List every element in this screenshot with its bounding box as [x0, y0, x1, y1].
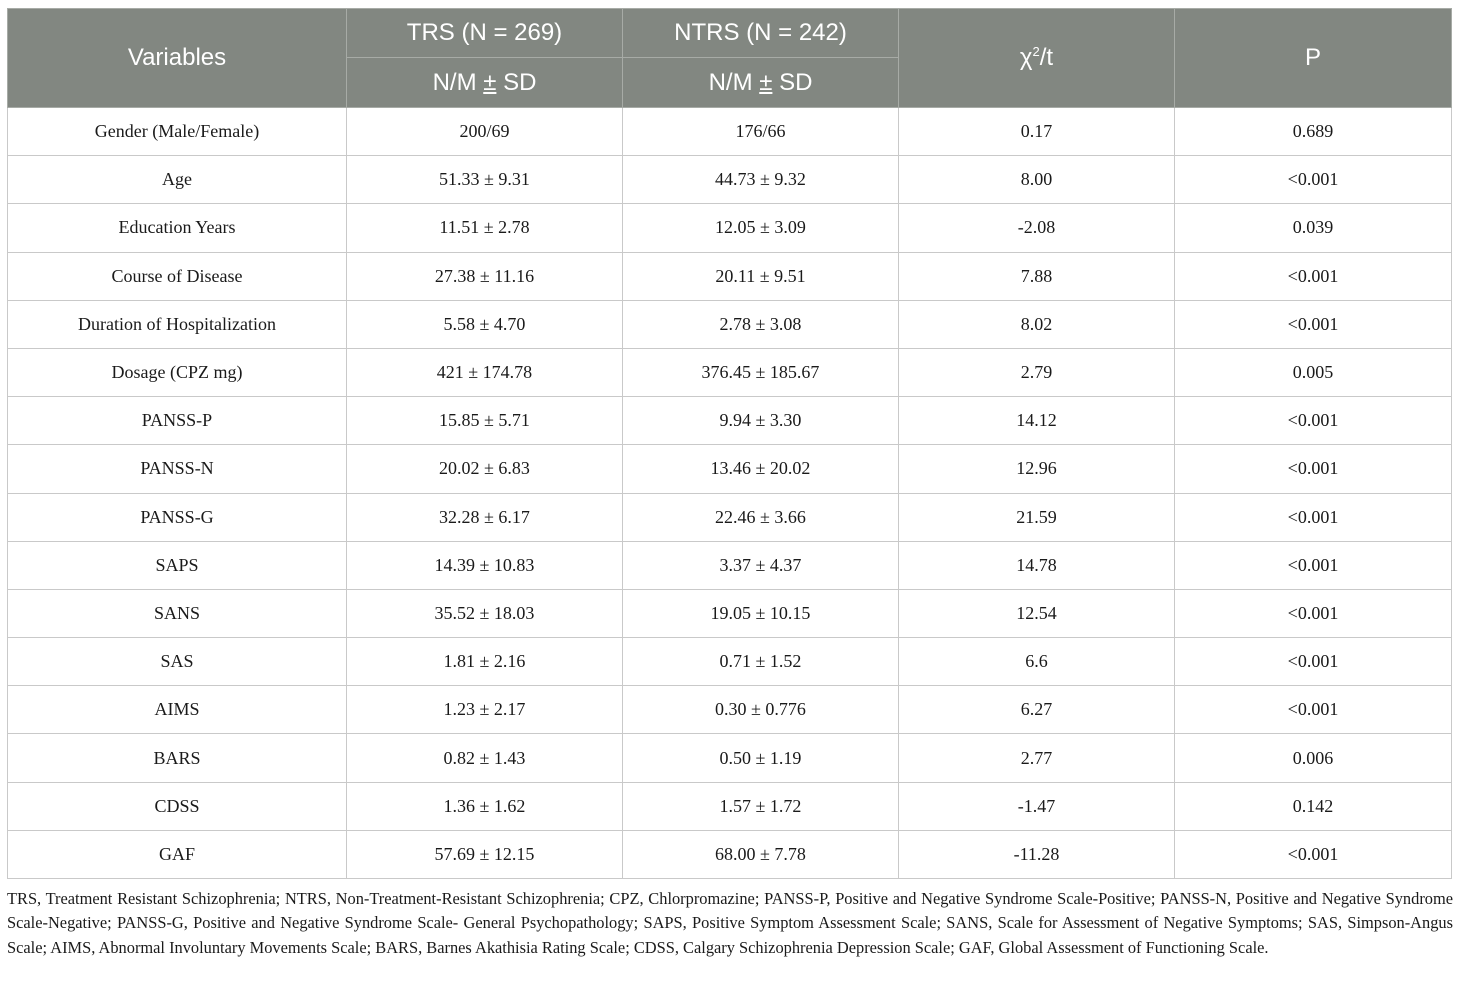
- cell-variable: Course of Disease: [8, 252, 347, 300]
- cell-variable: GAF: [8, 830, 347, 878]
- cell-ntrs: 68.00 ± 7.78: [623, 830, 899, 878]
- cell-statistic: 12.54: [899, 589, 1175, 637]
- comparison-table: [7, 8, 1452, 879]
- cell-ntrs: 3.37 ± 4.37: [623, 541, 899, 589]
- cell-variable: Dosage (CPZ mg): [8, 348, 347, 396]
- cell-trs: 1.36 ± 1.62: [347, 782, 623, 830]
- sub-prefix: N/M: [708, 68, 760, 96]
- plus-minus-symbol: ±: [759, 68, 773, 96]
- cell-trs: 15.85 ± 5.71: [347, 397, 623, 445]
- cell-statistic: 2.79: [899, 348, 1175, 396]
- header-ntrs-sub: [623, 58, 899, 108]
- cell-p-value: <0.001: [1175, 493, 1452, 541]
- table-row: [8, 541, 1452, 589]
- cell-variable: CDSS: [8, 782, 347, 830]
- cell-trs: 14.39 ± 10.83: [347, 541, 623, 589]
- cell-statistic: 21.59: [899, 493, 1175, 541]
- cell-p-value: <0.001: [1175, 300, 1452, 348]
- cell-trs: 421 ± 174.78: [347, 348, 623, 396]
- cell-statistic: -1.47: [899, 782, 1175, 830]
- cell-statistic: 12.96: [899, 445, 1175, 493]
- header-variables: Variables: [8, 9, 347, 108]
- header-row-1: [8, 9, 1452, 58]
- cell-statistic: 7.88: [899, 252, 1175, 300]
- cell-ntrs: 20.11 ± 9.51: [623, 252, 899, 300]
- cell-trs: 5.58 ± 4.70: [347, 300, 623, 348]
- cell-trs: 35.52 ± 18.03: [347, 589, 623, 637]
- cell-ntrs: 376.45 ± 185.67: [623, 348, 899, 396]
- cell-statistic: 6.27: [899, 686, 1175, 734]
- header-trs-sub: [347, 58, 623, 108]
- table-row: [8, 252, 1452, 300]
- cell-statistic: 2.77: [899, 734, 1175, 782]
- cell-variable: PANSS-P: [8, 397, 347, 445]
- cell-statistic: 8.00: [899, 156, 1175, 204]
- cell-variable: SAS: [8, 638, 347, 686]
- cell-p-value: <0.001: [1175, 830, 1452, 878]
- table-row: [8, 734, 1452, 782]
- cell-ntrs: 0.30 ± 0.776: [623, 686, 899, 734]
- cell-ntrs: 13.46 ± 20.02: [623, 445, 899, 493]
- header-p: P: [1175, 9, 1452, 108]
- table-row: [8, 638, 1452, 686]
- cell-trs: 1.23 ± 2.17: [347, 686, 623, 734]
- cell-ntrs: 44.73 ± 9.32: [623, 156, 899, 204]
- table-container: [7, 8, 1451, 879]
- cell-statistic: 8.02: [899, 300, 1175, 348]
- cell-p-value: <0.001: [1175, 397, 1452, 445]
- table-row: [8, 300, 1452, 348]
- cell-ntrs: 0.50 ± 1.19: [623, 734, 899, 782]
- cell-variable: SAPS: [8, 541, 347, 589]
- table-header: [8, 9, 1452, 108]
- cell-statistic: 14.12: [899, 397, 1175, 445]
- cell-p-value: <0.001: [1175, 252, 1452, 300]
- cell-trs: 51.33 ± 9.31: [347, 156, 623, 204]
- cell-variable: BARS: [8, 734, 347, 782]
- cell-ntrs: 176/66: [623, 108, 899, 156]
- table-footnote: TRS, Treatment Resistant Schizophrenia; NTRS, Non-Treatment-Resistant Schizophrenia; CPZ, Chlorpromazine; PANSS-P, Positive and Negative Syndrome Scale-Positive; PANSS-N, Positive and Negative Syndrome Scale-Negative; PANSS-G, Positive and Negative Syndrome Scale- General Psychopathology; SAPS, Positive Symptom Assessment Scale; SANS, Scale for Assessment of Negative Symptoms; SAS, Simpson-Angus Scale; AIMS, Abnormal Involuntary Movements Scale; BARS, Barnes Akathisia Rating Scale; CDSS, Calgary Schizophrenia Depression Scale; GAF, Global Assessment of Functioning Scale.: [7, 889, 1453, 957]
- cell-ntrs: 0.71 ± 1.52: [623, 638, 899, 686]
- cell-p-value: <0.001: [1175, 156, 1452, 204]
- cell-variable: AIMS: [8, 686, 347, 734]
- cell-ntrs: 9.94 ± 3.30: [623, 397, 899, 445]
- cell-trs: 11.51 ± 2.78: [347, 204, 623, 252]
- table-row: [8, 156, 1452, 204]
- sub-suffix: SD: [772, 68, 813, 96]
- cell-trs: 0.82 ± 1.43: [347, 734, 623, 782]
- table-row: [8, 589, 1452, 637]
- cell-p-value: 0.006: [1175, 734, 1452, 782]
- cell-trs: 200/69: [347, 108, 623, 156]
- table-row: [8, 397, 1452, 445]
- table-row: [8, 348, 1452, 396]
- table-body: [8, 108, 1452, 879]
- cell-statistic: 0.17: [899, 108, 1175, 156]
- cell-variable: Duration of Hospitalization: [8, 300, 347, 348]
- cell-ntrs: 2.78 ± 3.08: [623, 300, 899, 348]
- plus-minus-symbol: ±: [483, 68, 497, 96]
- header-trs-group: TRS (N = 269): [347, 9, 623, 58]
- superscript-2: 2: [1032, 44, 1040, 59]
- cell-p-value: <0.001: [1175, 686, 1452, 734]
- cell-p-value: 0.005: [1175, 348, 1452, 396]
- table-row: [8, 830, 1452, 878]
- cell-p-value: 0.689: [1175, 108, 1452, 156]
- cell-variable: SANS: [8, 589, 347, 637]
- sub-suffix: SD: [496, 68, 537, 96]
- cell-ntrs: 1.57 ± 1.72: [623, 782, 899, 830]
- cell-trs: 1.81 ± 2.16: [347, 638, 623, 686]
- cell-variable: Education Years: [8, 204, 347, 252]
- cell-variable: Gender (Male/Female): [8, 108, 347, 156]
- cell-variable: Age: [8, 156, 347, 204]
- cell-variable: PANSS-N: [8, 445, 347, 493]
- cell-statistic: -2.08: [899, 204, 1175, 252]
- table-row: [8, 445, 1452, 493]
- cell-p-value: 0.039: [1175, 204, 1452, 252]
- table-row: [8, 686, 1452, 734]
- cell-p-value: 0.142: [1175, 782, 1452, 830]
- header-ntrs-group: NTRS (N = 242): [623, 9, 899, 58]
- cell-statistic: -11.28: [899, 830, 1175, 878]
- cell-ntrs: 19.05 ± 10.15: [623, 589, 899, 637]
- chi-symbol: χ: [1019, 44, 1033, 71]
- table-row: [8, 782, 1452, 830]
- cell-statistic: 6.6: [899, 638, 1175, 686]
- cell-statistic: 14.78: [899, 541, 1175, 589]
- cell-variable: PANSS-G: [8, 493, 347, 541]
- sub-prefix: N/M: [432, 68, 484, 96]
- cell-p-value: <0.001: [1175, 445, 1452, 493]
- cell-p-value: <0.001: [1175, 541, 1452, 589]
- cell-trs: 32.28 ± 6.17: [347, 493, 623, 541]
- cell-p-value: <0.001: [1175, 638, 1452, 686]
- header-statistic: [899, 9, 1175, 108]
- table-row: [8, 493, 1452, 541]
- cell-ntrs: 22.46 ± 3.66: [623, 493, 899, 541]
- t-label: /t: [1039, 44, 1054, 71]
- table-row: [8, 108, 1452, 156]
- cell-trs: 20.02 ± 6.83: [347, 445, 623, 493]
- table-row: [8, 204, 1452, 252]
- cell-ntrs: 12.05 ± 3.09: [623, 204, 899, 252]
- cell-p-value: <0.001: [1175, 589, 1452, 637]
- cell-trs: 57.69 ± 12.15: [347, 830, 623, 878]
- cell-trs: 27.38 ± 11.16: [347, 252, 623, 300]
